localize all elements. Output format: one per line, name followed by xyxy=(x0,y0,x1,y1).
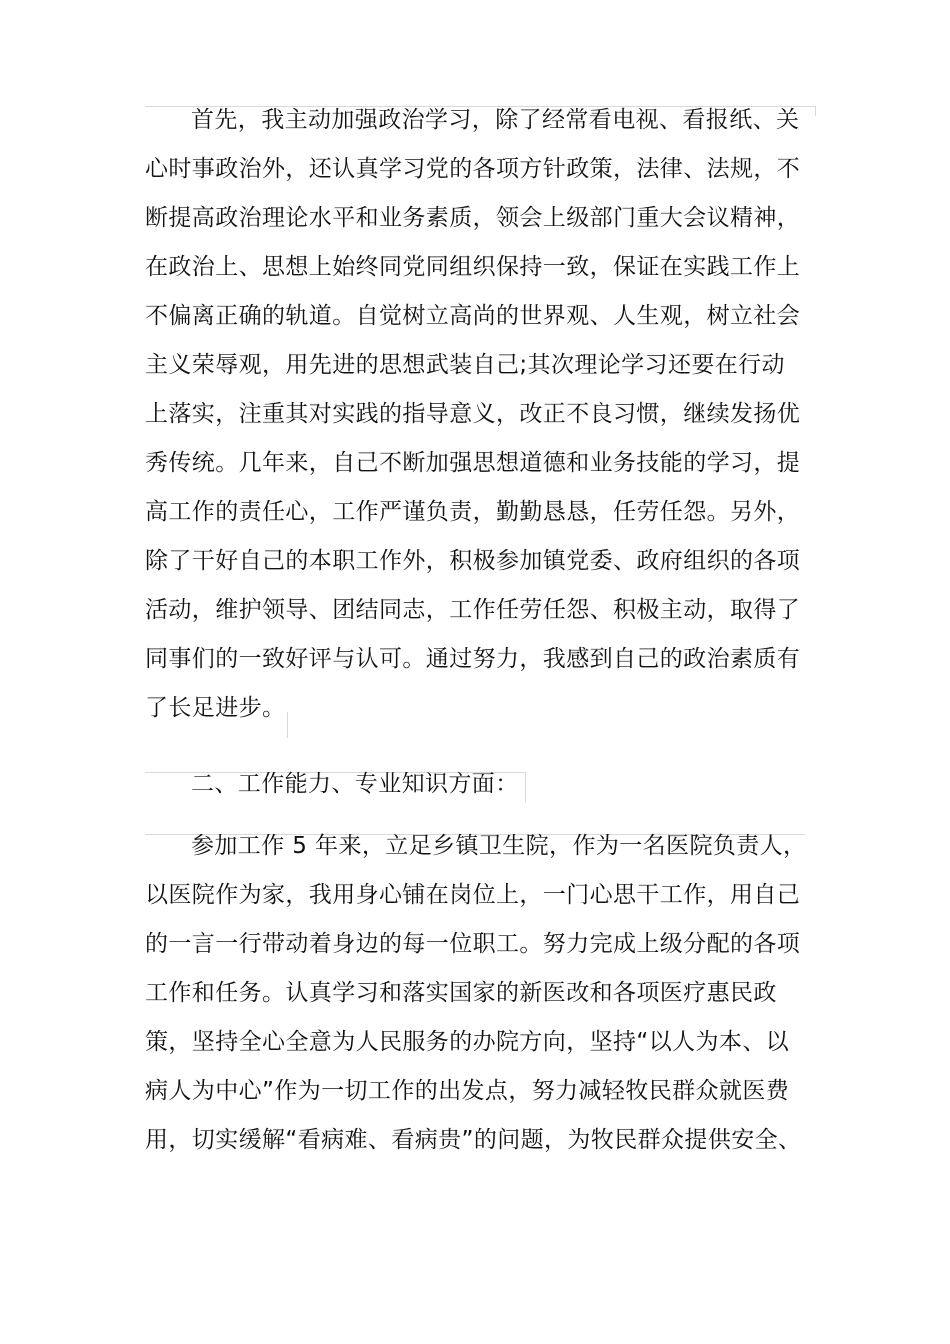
text-line: 秀传统。几年来，自己不断加强思想道德和业务技能的学习，提 xyxy=(145,450,801,476)
paragraph-political-study xyxy=(145,96,815,733)
text-line: 心时事政治外，还认真学习党的各项方针政策，法律、法规，不 xyxy=(145,156,801,182)
text-line: 断提高政治理论水平和业务素质，领会上级部门重大会议精神， xyxy=(145,205,801,231)
text-line: 在政治上、思想上始终同党同组织保持一致，保证在实践工作上 xyxy=(145,254,801,280)
heading-text: 二、工作能力、专业知识方面： xyxy=(191,771,519,797)
section-heading xyxy=(145,760,815,809)
text-line: 病人为中心”作为一切工作的出发点，努力减轻牧民群众就医费 xyxy=(145,1078,790,1104)
text-frame-right-mark xyxy=(815,106,816,116)
text-line: 活动，维护领导、团结同志，工作任劳任怨、积极主动，取得了 xyxy=(145,597,801,623)
text-line: 了长足进步。 xyxy=(145,695,286,721)
text-line: 的一言一行带动着身边的每一位职工。努力完成上级分配的各项 xyxy=(145,931,801,957)
text-line: 不偏离正确的轨道。自觉树立高尚的世界观、人生观，树立社会 xyxy=(145,303,801,329)
text-line: 高工作的责任心，工作严谨负责，勤勤恳恳，任劳任怨。另外， xyxy=(145,499,801,525)
paragraph-work-ability xyxy=(145,822,815,1165)
text-line: 参加工作 5 年来，立足乡镇卫生院，作为一名医院负责人， xyxy=(191,833,807,859)
text-line: 除了干好自己的本职工作外，积极参加镇党委、政府组织的各项 xyxy=(145,548,801,574)
text-line: 主义荣辱观，用先进的思想武装自己;其次理论学习还要在行动 xyxy=(145,352,785,378)
text-line: 工作和任务。认真学习和落实国家的新医改和各项医疗惠民政 xyxy=(145,980,777,1006)
text-line: 同事们的一致好评与认可。通过努力，我感到自己的政治素质有 xyxy=(145,646,801,672)
text-line: 上落实，注重其对实践的指导意义，改正不良习惯，继续发扬优 xyxy=(145,401,801,427)
text-line: 以医院作为家，我用身心铺在岗位上，一门心思干工作，用自己 xyxy=(145,882,801,908)
text-line: 策，坚持全心全意为人民服务的办院方向，坚持“以人为本、以 xyxy=(145,1029,790,1055)
text-line: 首先，我主动加强政治学习，除了经常看电视、看报纸、关 xyxy=(191,107,800,133)
text-line: 用，切实缓解“看病难、看病贵”的问题，为牧民群众提供安全、 xyxy=(145,1127,802,1153)
